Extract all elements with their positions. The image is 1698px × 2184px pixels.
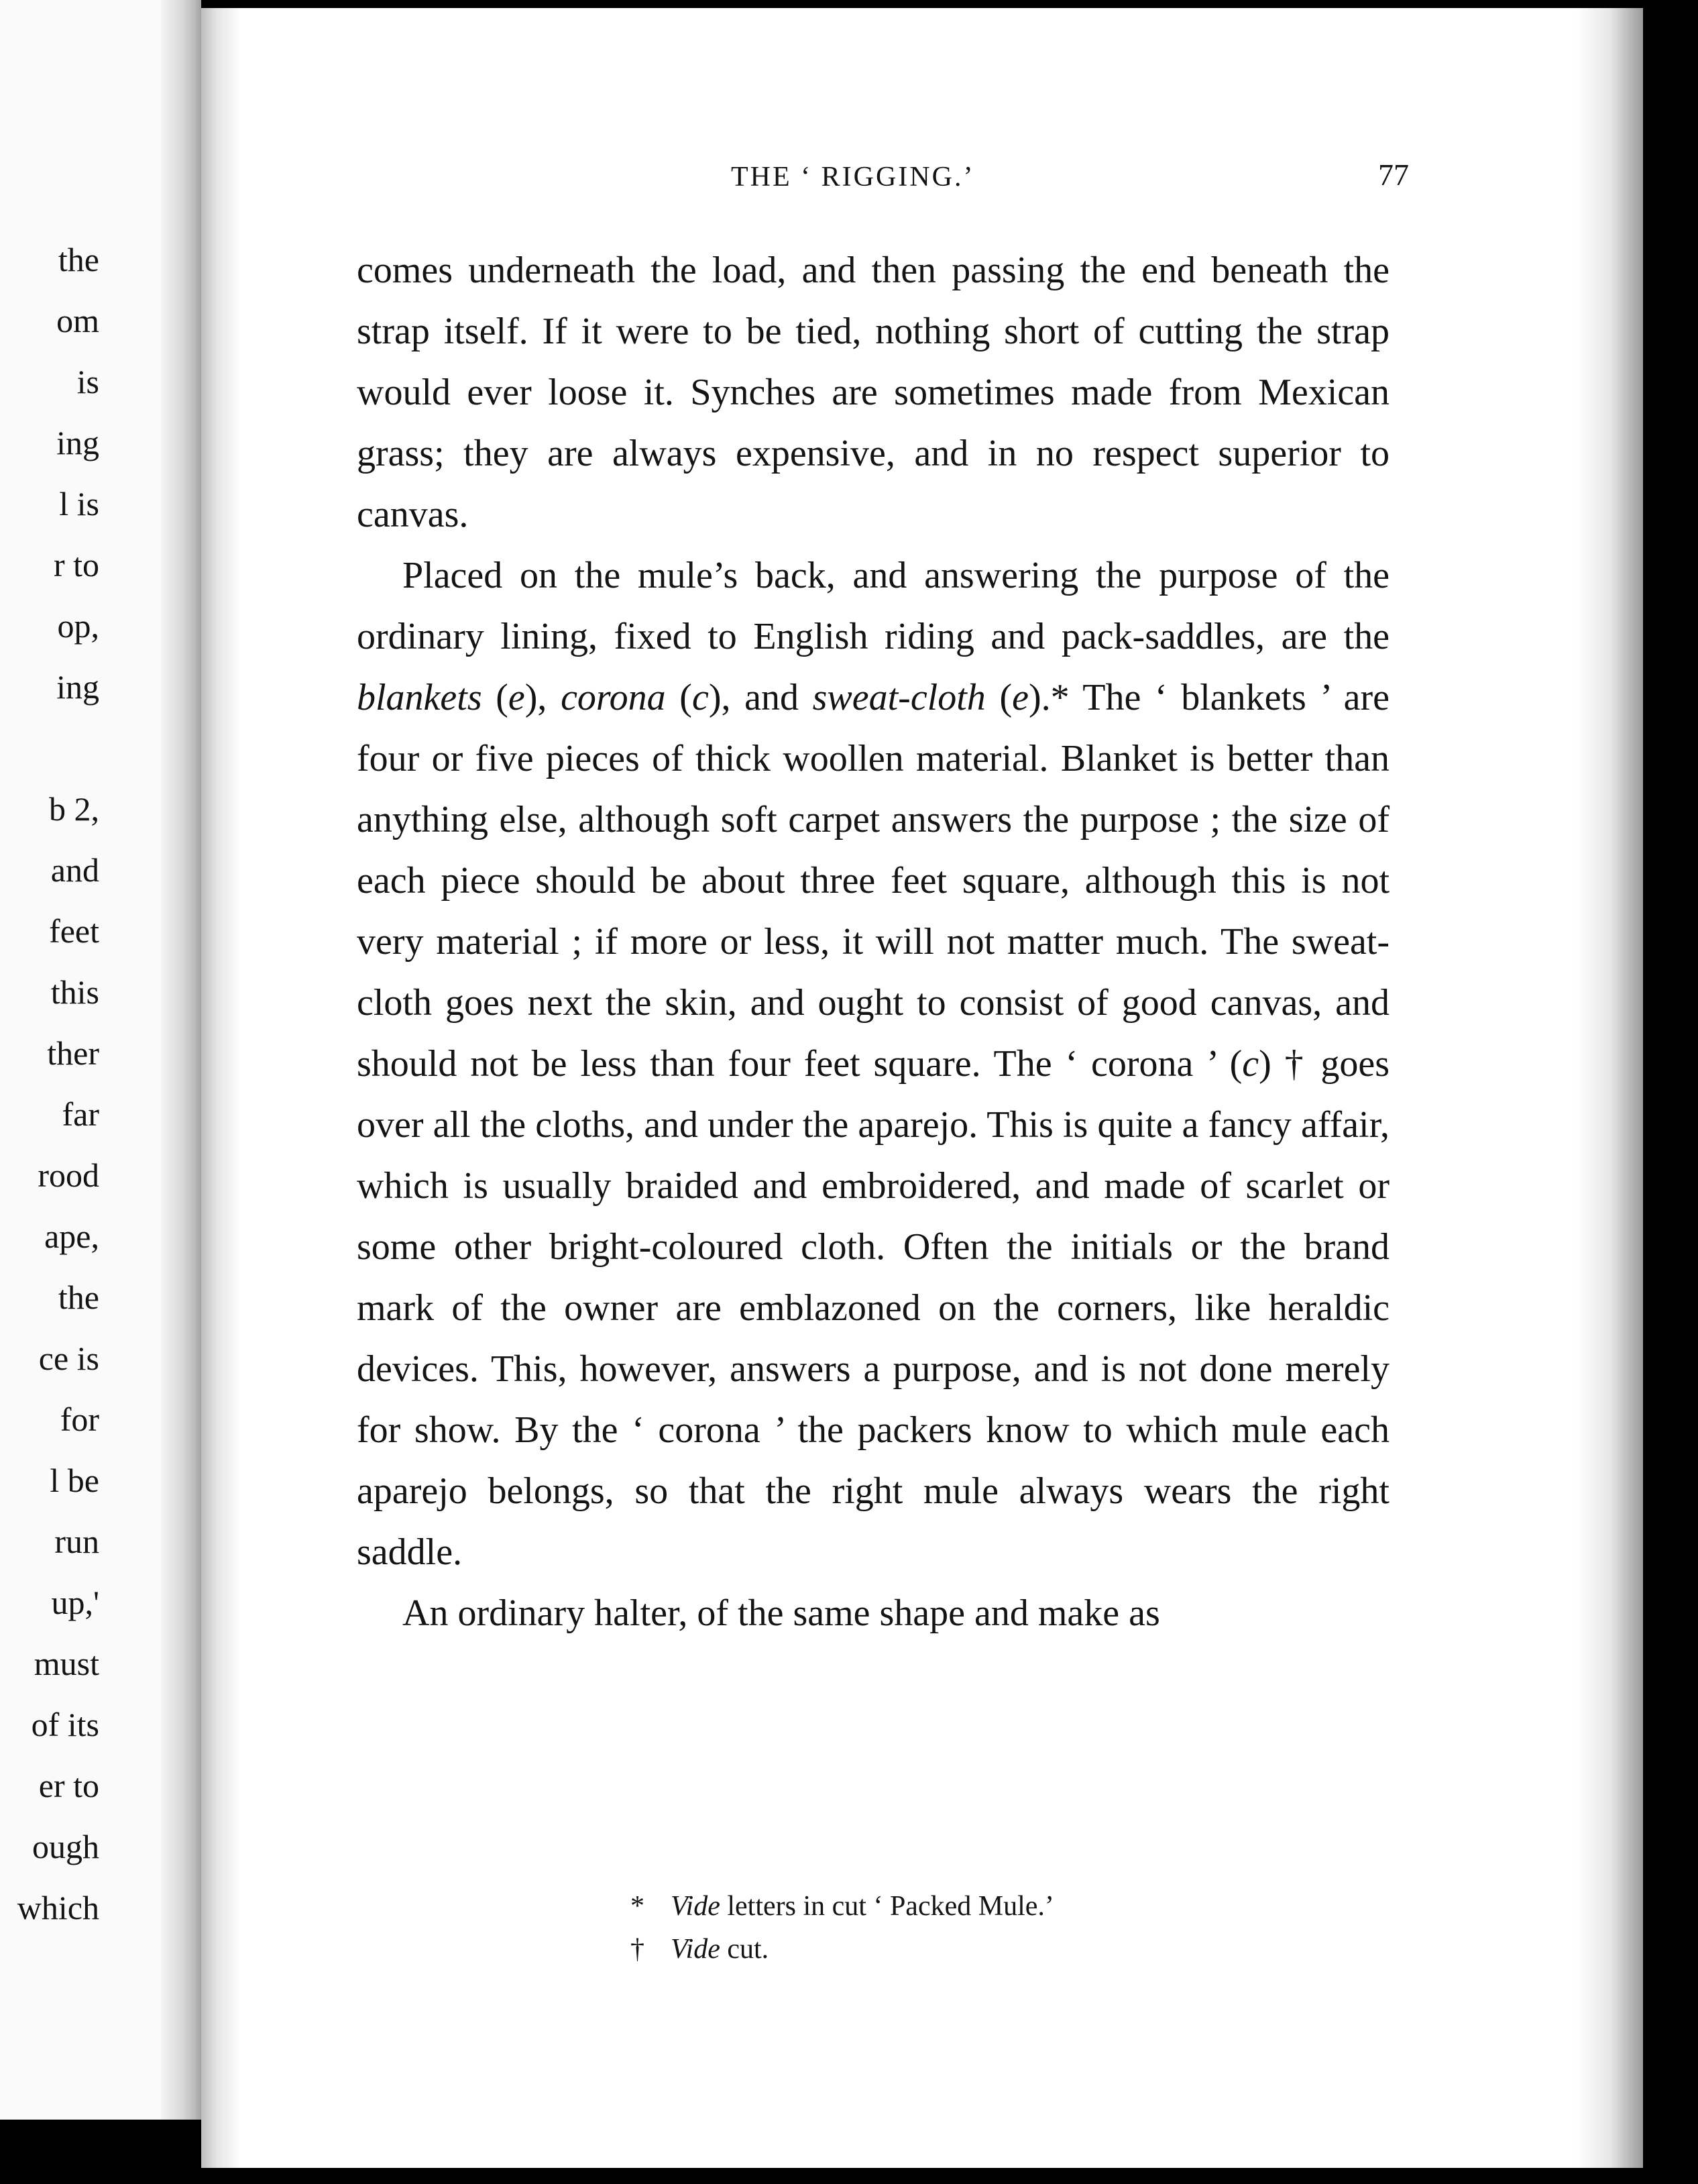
footnotes [630,1885,1054,1971]
previous-page-fragment: of its [31,1706,99,1743]
previous-page-edge [0,0,201,2120]
previous-page-fragment: must [34,1645,99,1682]
previous-page-fragment: ing [56,668,99,706]
previous-page-fragment: r to [53,546,99,584]
previous-page-fragment: feet [49,912,99,950]
footnote-mark: * [630,1891,644,1922]
previous-page-fragment: l is [59,485,99,523]
page-edge-shade [1576,8,1643,2168]
footnote-text: cut. [720,1934,769,1965]
italic-run: blankets [357,677,482,718]
italic-run: corona [561,677,666,718]
previous-page-fragment: is [76,363,99,400]
previous-page-fragment: run [54,1523,99,1560]
running-head: THE ‘ RIGGING.’ [731,162,975,193]
footnote [630,1928,1054,1971]
paragraph [357,1583,1390,1644]
footnote [630,1885,1054,1928]
text-run: ), and [708,677,813,718]
previous-page-fragment: om [56,302,99,339]
text-run: ), [524,677,561,718]
page-number: 77 [1378,158,1409,192]
paragraph [357,545,1390,1583]
text-run: ( [665,677,692,718]
book-gutter-shadow [161,0,201,2120]
previous-page-fragment: the [58,1278,99,1316]
italic-run: c [691,677,709,718]
text-run: An ordinary halter, of the same shape and make as [402,1592,1160,1634]
previous-page-fragment: for [60,1401,99,1438]
italic-run: e [1012,677,1029,718]
previous-page-fragment: which [17,1889,99,1926]
previous-page-fragment: and [50,851,99,889]
previous-page-fragment: rood [38,1156,99,1194]
text-run: ( [985,677,1013,718]
text-run: ( [482,677,508,718]
previous-page-fragment: b 2, [49,790,99,828]
text-run: Placed on the mule’s back, and answering the purpose of the ordinary lining, fixed to English riding and pack-saddles, are the [357,555,1390,657]
footnote-mark: † [630,1934,644,1965]
footnote-vide: Vide [671,1934,720,1965]
text-run: ).* The ‘ blankets ’ are four or five pieces of thick woollen material. Blanket is better than anything else, although soft carpet answers the purpose ; the size of each piece should be about three feet square, although this is not very material ; if more or less, it will not matter much. The sweat-cloth goes next the skin, and ought to consist of good canvas, and should not be less than four feet square. The ‘ corona ’ ( [357,677,1390,1085]
text-run: ) † goes over all the cloths, and under the aparejo. This is quite a fancy affair, which is usually braided and embroidered, and made of scarlet or some other bright-coloured cloth. Often the initials or the brand mark of the owner are emblazoned on the corners, like heraldic devices. This, however, answers a purpose, and is not done merely for show. By the ‘ corona ’ the packers know to which mule each aparejo belongs, so that the right mule always wears the right saddle. [357,1043,1390,1573]
previous-page-fragment: op, [57,607,99,645]
footnote-text: letters in cut ‘ Packed Mule.’ [720,1891,1054,1922]
previous-page-fragment: ce is [38,1340,99,1377]
previous-page-fragment: ther [47,1034,99,1072]
italic-run: e [508,677,525,718]
previous-page-fragment: l be [50,1462,99,1499]
page-gutter-shade [201,8,241,2168]
body-text [357,240,1390,1644]
text-run: comes underneath the load, and then passing the end beneath the strap itself. If it were to be tied, nothing short of cutting the strap would ever loose it. Synches are sometimes made from Mexican grass; they are always expensive, and in no respect superior to canvas. [357,250,1390,535]
previous-page-fragment: this [50,973,99,1011]
previous-page-fragment: er to [38,1767,99,1804]
italic-run: c [1242,1043,1259,1085]
italic-run: sweat-cloth [812,677,986,718]
previous-page-fragment: up,' [51,1584,99,1621]
book-page [201,8,1643,2168]
previous-page-fragment: ough [32,1828,99,1865]
footnote-vide: Vide [671,1891,720,1922]
previous-page-fragment: the [58,241,99,278]
previous-page-fragment: ing [56,424,99,461]
paragraph [357,240,1390,545]
previous-page-fragment: ape, [44,1217,99,1255]
previous-page-fragment: far [62,1095,99,1133]
